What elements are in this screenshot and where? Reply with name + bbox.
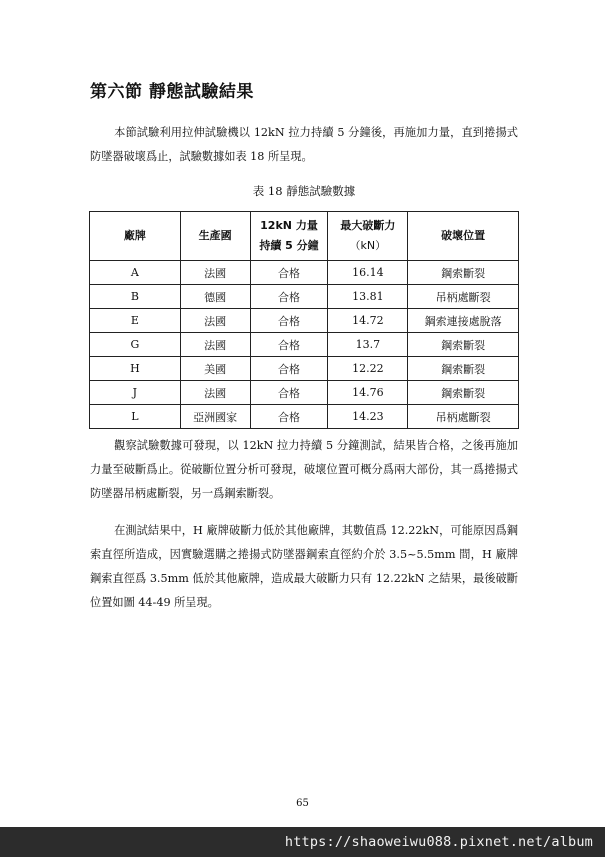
table-row: [90, 309, 519, 333]
cell-brand: G: [90, 333, 181, 357]
cell-brand: L: [90, 405, 181, 429]
cell-origin: 德國: [180, 285, 250, 309]
table-row: [90, 333, 519, 357]
cell-origin: 亞洲國家: [180, 405, 250, 429]
cell-max-force: 13.81: [328, 285, 408, 309]
analysis-paragraph: [90, 519, 518, 615]
album-url-link[interactable]: https://shaoweiwu088.pixnet.net/album: [284, 834, 593, 850]
cell-location: 鋼索斷裂: [408, 381, 519, 405]
table-row: [90, 285, 519, 309]
cell-origin: 法國: [180, 309, 250, 333]
cell-result: 合格: [250, 405, 328, 429]
cell-origin: 法國: [180, 261, 250, 285]
cell-brand: B: [90, 285, 181, 309]
cell-location: 鋼索斷裂: [408, 261, 519, 285]
cell-result: 合格: [250, 261, 328, 285]
cell-result: 合格: [250, 381, 328, 405]
cell-brand: J: [90, 381, 181, 405]
header-max-line1: 最大破斷力: [340, 219, 396, 232]
page-number: 65: [296, 798, 309, 809]
cell-origin: 法國: [180, 381, 250, 405]
header-load-line2: 持續 5 分鐘: [259, 239, 319, 252]
cell-location: 鋼索連接處脫落: [408, 309, 519, 333]
observation-paragraph: [90, 434, 518, 506]
cell-max-force: 13.7: [328, 333, 408, 357]
table-row: [90, 381, 519, 405]
section-title: 第六節 靜態試驗結果: [90, 82, 254, 102]
cell-brand: A: [90, 261, 181, 285]
cell-max-force: 14.72: [328, 309, 408, 333]
cell-max-force: 14.76: [328, 381, 408, 405]
observation-text: 觀察試驗數據可發現，以 12kN 拉力持續 5 分鐘測試，結果皆合格，之後再施加力量至破斷爲止。從破斷位置分析可發現，破壞位置可概分爲兩大部份，其一爲捲揚式防墜器吊柄處斷裂，另一爲鋼索斷裂。: [90, 439, 518, 500]
header-load-line1: 12kN 力量: [260, 219, 318, 232]
static-test-table: [89, 211, 519, 429]
header-max-line2: （kN）: [349, 239, 387, 252]
watermark-bar: [0, 827, 605, 857]
cell-brand: E: [90, 309, 181, 333]
header-brand: 廠牌: [90, 212, 181, 261]
cell-location: 吊柄處斷裂: [408, 405, 519, 429]
header-load: [250, 212, 328, 261]
cell-result: 合格: [250, 357, 328, 381]
cell-brand: H: [90, 357, 181, 381]
table-row: [90, 261, 519, 285]
cell-origin: 法國: [180, 333, 250, 357]
cell-result: 合格: [250, 333, 328, 357]
header-origin: 生產國: [180, 212, 250, 261]
analysis-text: 在測試結果中，H 廠牌破斷力低於其他廠牌，其數值爲 12.22kN，可能原因爲鋼索直徑所造成，因實驗選購之捲揚式防墜器鋼索直徑約介於 3.5~5.5mm 間，H 廠牌鋼索直徑爲 3.5mm 低於其他廠牌，造成最大破斷力只有 12.22kN 之結果，最後破斷位置如圖 44-49 所呈現。: [90, 524, 518, 609]
cell-origin: 美國: [180, 357, 250, 381]
intro-paragraph: [90, 121, 518, 169]
cell-result: 合格: [250, 309, 328, 333]
cell-max-force: 14.23: [328, 405, 408, 429]
cell-max-force: 16.14: [328, 261, 408, 285]
cell-location: 鋼索斷裂: [408, 357, 519, 381]
header-location: 破壞位置: [408, 212, 519, 261]
cell-max-force: 12.22: [328, 357, 408, 381]
cell-result: 合格: [250, 285, 328, 309]
intro-text: 本節試驗利用拉伸試驗機以 12kN 拉力持續 5 分鐘後，再施加力量，直到捲揚式防墜器破壞爲止，試驗數據如表 18 所呈現。: [90, 126, 518, 163]
cell-location: 鋼索斷裂: [408, 333, 519, 357]
table-row: [90, 357, 519, 381]
table-row: [90, 405, 519, 429]
table-caption: 表 18 靜態試驗數據: [252, 184, 356, 198]
table-header-row: [90, 212, 519, 261]
cell-location: 吊柄處斷裂: [408, 285, 519, 309]
header-max-force: [328, 212, 408, 261]
